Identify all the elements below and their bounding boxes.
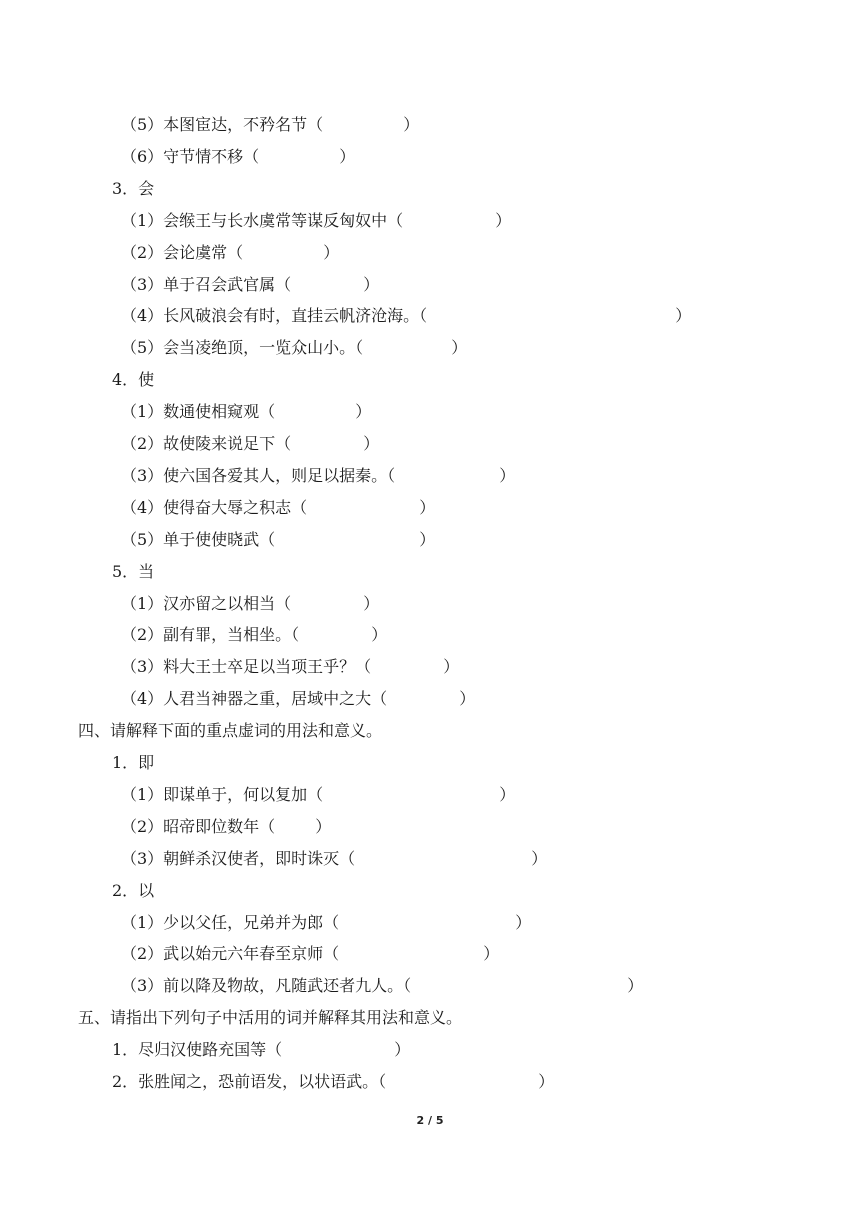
item-text: （2）故使陵来说足下（ [121, 434, 292, 453]
item-text: （4）长风破浪会有时，直挂云帆济沧海。（ [121, 306, 428, 326]
item-text: （3）单于召会武官属（ [121, 274, 292, 294]
item-text: （4）使得奋大辱之积志（ [121, 497, 308, 517]
closing-paren: ） [459, 689, 476, 709]
item-text: （5）会当凌绝顶，一览众山小。（ [121, 338, 364, 358]
item-text: 五、请指出下列句子中活用的词并解释其用法和意义。 [78, 1008, 463, 1028]
item-text: 5．当 [112, 561, 155, 581]
exercise-item [121, 785, 515, 805]
item-text: 2．张胜闻之，恐前语发，以状语武。（ [112, 1072, 387, 1091]
item-text: （3）使六国各爱其人，则足以据秦。（ [121, 465, 396, 485]
exercise-item [112, 1040, 410, 1060]
closing-paren: ） [371, 625, 388, 645]
closing-paren: ） [627, 976, 644, 996]
exercise-item [112, 1072, 554, 1092]
exercise-item [121, 275, 379, 295]
subsection-heading [112, 753, 154, 773]
closing-paren: ） [323, 242, 340, 262]
item-text: 1．尽归汉使路充国等（ [112, 1040, 283, 1060]
item-text: 1．即 [112, 753, 155, 772]
subsection-heading [112, 370, 154, 390]
item-text: （3）朝鲜杀汉使者，即时诛灭（ [121, 848, 356, 868]
closing-paren: ） [394, 1040, 411, 1060]
item-text: （2）武以始元六年春至京师（ [121, 944, 340, 964]
item-text: （3）料大王士卒足以当项王乎？（ [121, 657, 372, 677]
exercise-item [121, 402, 371, 422]
exercise-item [121, 849, 547, 869]
exercise-item [121, 817, 331, 837]
exercise-item [121, 594, 379, 614]
item-text: （1）数通使相窥观（ [121, 402, 276, 422]
exercise-item [121, 147, 355, 167]
section-heading [78, 721, 382, 741]
closing-paren: ） [515, 912, 532, 932]
closing-paren: ） [419, 497, 436, 517]
closing-paren: ） [443, 657, 460, 677]
closing-paren: ） [363, 274, 380, 294]
closing-paren: ） [363, 434, 380, 453]
item-text: 3．会 [112, 178, 155, 198]
exercise-item [121, 211, 511, 231]
item-text: （4）人君当神器之重，居域中之大（ [121, 689, 388, 709]
subsection-heading [112, 179, 154, 199]
item-text: （1）会缑王与长水虞常等谋反匈奴中（ [121, 210, 404, 230]
exercise-item [121, 115, 419, 135]
closing-paren: ） [499, 465, 516, 485]
item-text: （2）昭帝即位数年（ [121, 816, 276, 836]
item-text: （3）前以降及物故，凡随武还者九人。（ [121, 976, 412, 996]
closing-paren: ） [483, 944, 500, 964]
item-text: 2．以 [112, 880, 155, 900]
closing-paren: ） [339, 146, 356, 166]
item-text: （5）本图宦达，不矜名节（ [121, 115, 324, 134]
item-text: （2）会论虞常（ [121, 242, 244, 262]
exercise-item [121, 530, 435, 550]
item-text: （5）单于使使晓武（ [121, 529, 276, 549]
exercise-item [121, 689, 475, 709]
closing-paren: ） [499, 784, 516, 804]
page-number: 2 / 5 [416, 1114, 444, 1127]
exercise-item [121, 243, 339, 263]
closing-paren: ） [315, 816, 332, 836]
closing-paren: ） [403, 115, 420, 134]
exercise-item [121, 338, 467, 358]
closing-paren: ） [355, 402, 372, 422]
item-text: （6）守节情不移（ [121, 146, 260, 166]
section-heading [78, 1008, 462, 1028]
exercise-item [121, 657, 459, 677]
exercise-item [121, 913, 531, 933]
exercise-item [121, 306, 691, 326]
closing-paren: ） [451, 338, 468, 358]
closing-paren: ） [531, 848, 548, 868]
item-text: （1）汉亦留之以相当（ [121, 593, 292, 613]
closing-paren: ） [538, 1072, 555, 1091]
item-text: （1）少以父任，兄弟并为郎（ [121, 912, 340, 932]
closing-paren: ） [363, 593, 380, 613]
closing-paren: ） [419, 529, 436, 549]
closing-paren: ） [675, 306, 692, 326]
exercise-item [121, 625, 387, 645]
item-text: 四、请解释下面的重点虚词的用法和意义。 [78, 721, 383, 741]
exercise-item [121, 434, 379, 454]
exercise-item [121, 498, 435, 518]
item-text: 4．使 [112, 370, 155, 390]
exercise-item [121, 944, 499, 964]
item-text: （2）副有罪，当相坐。（ [121, 625, 300, 645]
exercise-item [121, 466, 515, 486]
exercise-item [121, 976, 643, 996]
subsection-heading [112, 562, 154, 582]
subsection-heading [112, 881, 154, 901]
closing-paren: ） [495, 210, 512, 230]
item-text: （1）即谋单于，何以复加（ [121, 784, 324, 804]
